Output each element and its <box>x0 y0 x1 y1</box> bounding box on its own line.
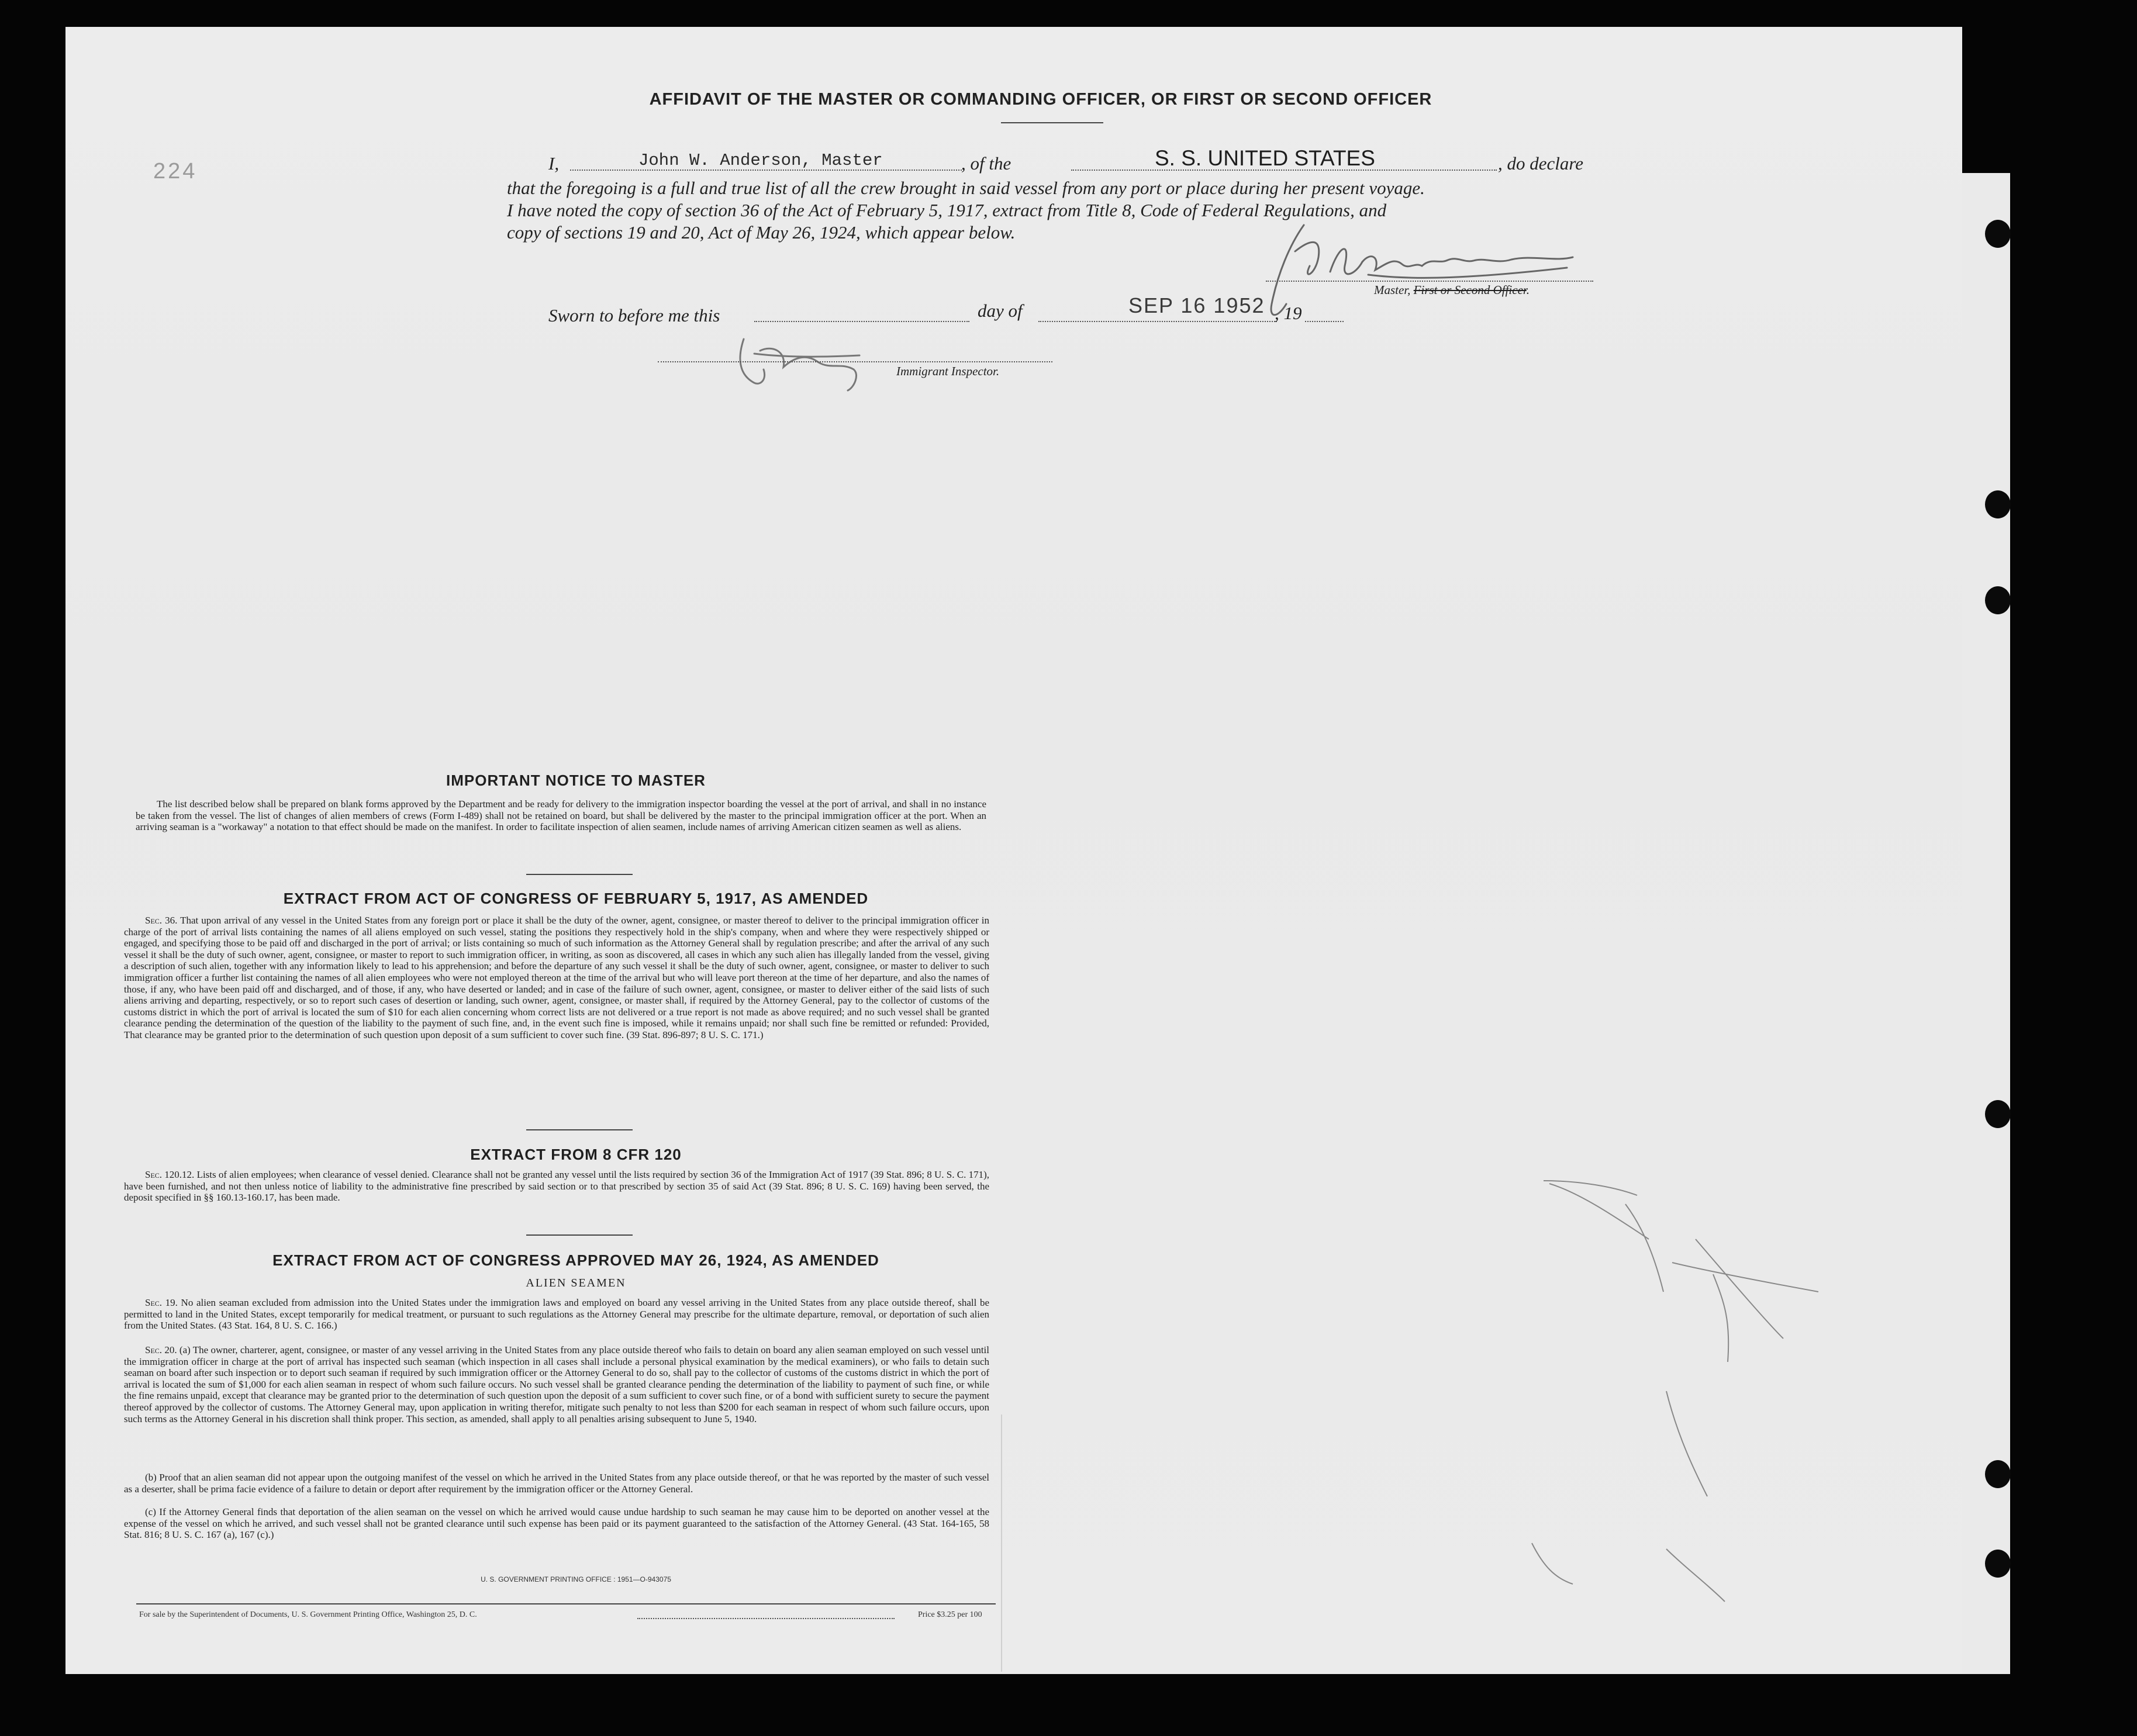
day-of-label: day of <box>978 300 1023 321</box>
do-declare-text: , do declare <box>1498 153 1584 174</box>
master-title-line <box>1374 283 1530 298</box>
sec-20-label: Sec. 20. <box>145 1344 177 1355</box>
sec-120-body: Lists of alien employees; when clearance of vessel denied. Clearance shall not be granted any vessel until the lists required by section 36 of the Immigration Act of 1917 (39 Stat. 896; 8 U. S. C. 171), have been furnished, and not then unless notice of liability to the administrative fine prescribed by said section or to that prescribed by section 35 of said Act (39 Stat. 896; 8 U. S. C. 169) having been served, the deposit specified in §§ 160.13-160.17, has been made. <box>124 1169 989 1204</box>
master-label: Master, <box>1374 283 1411 297</box>
page-fold-line <box>1001 1415 1002 1672</box>
corner-number: 224 <box>153 159 198 184</box>
pencil-marks <box>1532 1181 1818 1602</box>
affidavit-line3: I have noted the copy of section 36 of the Act of February 5, 1917, extract from Title 8, Code of Federal Regulations, and <box>507 200 1387 220</box>
gpo-imprint: U. S. GOVERNMENT PRINTING OFFICE : 1951—O-943075 <box>481 1575 671 1583</box>
cfr-heading: EXTRACT FROM 8 CFR 120 <box>470 1146 682 1163</box>
sec-20a-text <box>124 1344 989 1424</box>
affidavit-line4: copy of sections 19 and 20, Act of May 26, 1924, which appear below. <box>507 222 1016 243</box>
vessel-name-typed: S. S. UNITED STATES <box>1155 146 1375 170</box>
sec-19-label: Sec. 19. <box>145 1297 178 1308</box>
sec-36-body: That upon arrival of any vessel in the United States from any foreign port or place it shall be the duty of the owner, agent, consignee, or master thereof to deliver to the principal immigration officer in charge of the port of arrival lists containing the names of all aliens employed on such vessel, stating the positions they respectively hold in the ship's company, when and where they were respectively shipped or engaged, and specifying those to be paid off and discharged in the port of arrival; or lists containing so much of such information as the Attorney General shall by regulation prescribe; and after the arrival of any such vessel it shall be the duty of such owner, agent, consignee, or master to report to such immigration officer, in writing, as soon as discovered, all cases in which any such alien has illegally landed from the vessel, giving a description of such alien, together with any information likely to lead to his apprehension; and before the departure of any such vessel it shall be the duty of such owner, agent, consignee, or master to deliver to such immigration officer a further list containing the names of all alien employees who were not employed thereon at the time of the arrival but who will leave port thereon at the time of her departure, and also the names of those, if any, who have been paid off and discharged, and of those, if any, who have deserted or landed; and in case of the failure of such owner, agent, consignee, or master to deliver either of the said lists of such aliens arriving and departing, respectively, or so to report such cases of desertion or landing, such owner, agent, consignee, or master shall, if required by the Attorney General, pay to the collector of customs of the customs district in which the port of arrival is located the sum of $10 for each alien concerning whom correct lists are not delivered or a true report is not made as above required; and no such vessel shall be granted clearance pending the determination of the question of the liability to the payment of such fine, and, in the event such fine is imposed, while it remains unpaid; nor shall such fine be remitted or refunded: Provided, That clearance may be granted prior to the determination of such question upon deposit of a sum sufficient to cover such fine. (39 Stat. 896-897; 8 U. S. C. 171.) <box>124 915 989 1040</box>
alien-seamen-subheading: ALIEN SEAMEN <box>526 1277 626 1289</box>
affidavit-line2: that the foregoing is a full and true list of all the crew brought in said vessel from any port or place during her present voyage. <box>507 178 1425 198</box>
extract-1917-heading: EXTRACT FROM ACT OF CONGRESS OF FEBRUARY 5, 1917, AS AMENDED <box>283 890 869 907</box>
master-label-end: . <box>1526 283 1530 297</box>
sworn-label: Sworn to before me this <box>548 305 720 326</box>
footer-rule <box>136 1603 996 1604</box>
sec-120-label: Sec. 120.12. <box>145 1169 195 1180</box>
immigrant-inspector-label: Immigrant Inspector. <box>896 364 1000 378</box>
affidavit-line1-prefix: I, <box>548 153 560 174</box>
sworn-month-dotline <box>1038 321 1277 322</box>
sworn-day-dotline <box>754 321 969 322</box>
date-stamp: SEP 16 1952 <box>1128 293 1265 317</box>
sec-19-body: No alien seaman excluded from admission into the United States under the immigration laws and employed on board any vessel arriving in the United States from any place outside thereof, shall be permitted to land in the United States, except temporarily for medical treatment, or pursuant to such regulations as the Attorney General may prescribe for the ultimate departure, removal, or deportation of such alien from the United States. (43 Stat. 164, 8 U. S. C. 166.) <box>124 1297 989 1332</box>
sec-36-label: Sec. 36. <box>145 915 178 926</box>
sec-20c-text: (c) If the Attorney General finds that deportation of the alien seaman on the vessel on which he arrived would cause undue hardship to such seaman he may cause him to be deported on another vessel at the expense of the vessel on which he arrived, and such vessel shall not be granted clearance until such expense has been paid or its payment guaranteed to the satisfaction of the Attorney General. (43 Stat. 164-165, 58 Stat. 816; 8 U. S. C. 167 (a), 167 (c).) <box>124 1506 989 1541</box>
notice-rule <box>526 874 633 875</box>
extract-1917-text <box>124 915 989 1041</box>
notice-text: The list described below shall be prepared on blank forms approved by the Department and be ready for delivery to the immigration inspector boarding the vessel at the port of arrival, and shall in no instance be taken from the vessel. The list of changes of alien members of crews (Form I-489) shall not be retained on board, but shall be delivered by the master to the principal immigration officer at the port. When an arriving seaman is a "workaway" a notation to that effect should be made on the manifest. In order to facilitate inspection of alien seamen, include names of arriving American citizen seamen as well as aliens. <box>136 798 986 833</box>
notice-heading: IMPORTANT NOTICE TO MASTER <box>446 772 706 789</box>
cfr-text <box>124 1169 989 1204</box>
affidavit-title: AFFIDAVIT OF THE MASTER OR COMMANDING OFFICER, OR FIRST OR SECOND OFFICER <box>649 90 1432 109</box>
extract-1924-heading: EXTRACT FROM ACT OF CONGRESS APPROVED MAY 26, 1924, AS AMENDED <box>272 1251 879 1269</box>
sec-19-text <box>124 1297 989 1332</box>
year-label: , 19 <box>1275 303 1302 323</box>
price-notice: Price $3.25 per 100 <box>918 1610 982 1619</box>
inspector-signature <box>740 339 859 390</box>
of-the-text: , of the <box>961 153 1011 174</box>
year-dotline <box>1305 321 1344 322</box>
cfr-rule <box>526 1234 633 1236</box>
inspector-signature-line <box>658 361 1052 362</box>
extract-1917-rule <box>526 1129 633 1130</box>
sec-20b-text: (b) Proof that an alien seaman did not appear upon the outgoing manifest of the vessel on which he arrived in the United States from any place outside thereof, or that he was reported by the master of such vessel as a deserter, shall be prima facie evidence of a failure to detain or deport after requirement by the immigration officer or the Attorney General. <box>124 1472 989 1495</box>
struck-officer-label: First or Second Officer <box>1413 283 1527 297</box>
footer-dotline <box>637 1618 895 1619</box>
master-signature <box>1271 225 1573 315</box>
for-sale-notice: For sale by the Superintendent of Documents, U. S. Government Printing Office, Washington 25, D. C. <box>139 1610 477 1619</box>
master-signature-line <box>1266 281 1593 282</box>
master-name-typed: John W. Anderson, Master <box>638 151 883 170</box>
sec-20a-body: (a) The owner, charterer, agent, consignee, or master of any vessel arriving in the United States from any place outside thereof who fails to detain on board any alien seaman employed on such vessel until the immigration officer in charge at the port of arrival has inspected such seaman (which inspection in all cases shall include a personal physical examination by the medical examiners), or who fails to detain such seaman on board after such inspection or to deport such seaman if required by such immigration officer or the Attorney General to do so, shall pay to the collector of customs of the customs district in which the port of arrival is located the sum of $1,000 for each alien seaman in respect of whom such failure occurs. No such vessel shall be granted clearance pending the determination of the liability to payment of such fine, or while the fine remains unpaid, except that clearance may be granted prior to the determination of such question upon the deposit of a sum sufficient to cover such fine, or of a bond with sufficient surety to secure the payment thereof approved by the collector of customs. The Attorney General may, upon application in writing therefor, mitigate such penalty to not less than $200 for each seaman in respect of whom such failure occurs, upon such terms as the Attorney General in his discretion shall think proper. This section, as amended, shall apply to all penalties arising subsequent to June 5, 1940. <box>124 1344 990 1424</box>
